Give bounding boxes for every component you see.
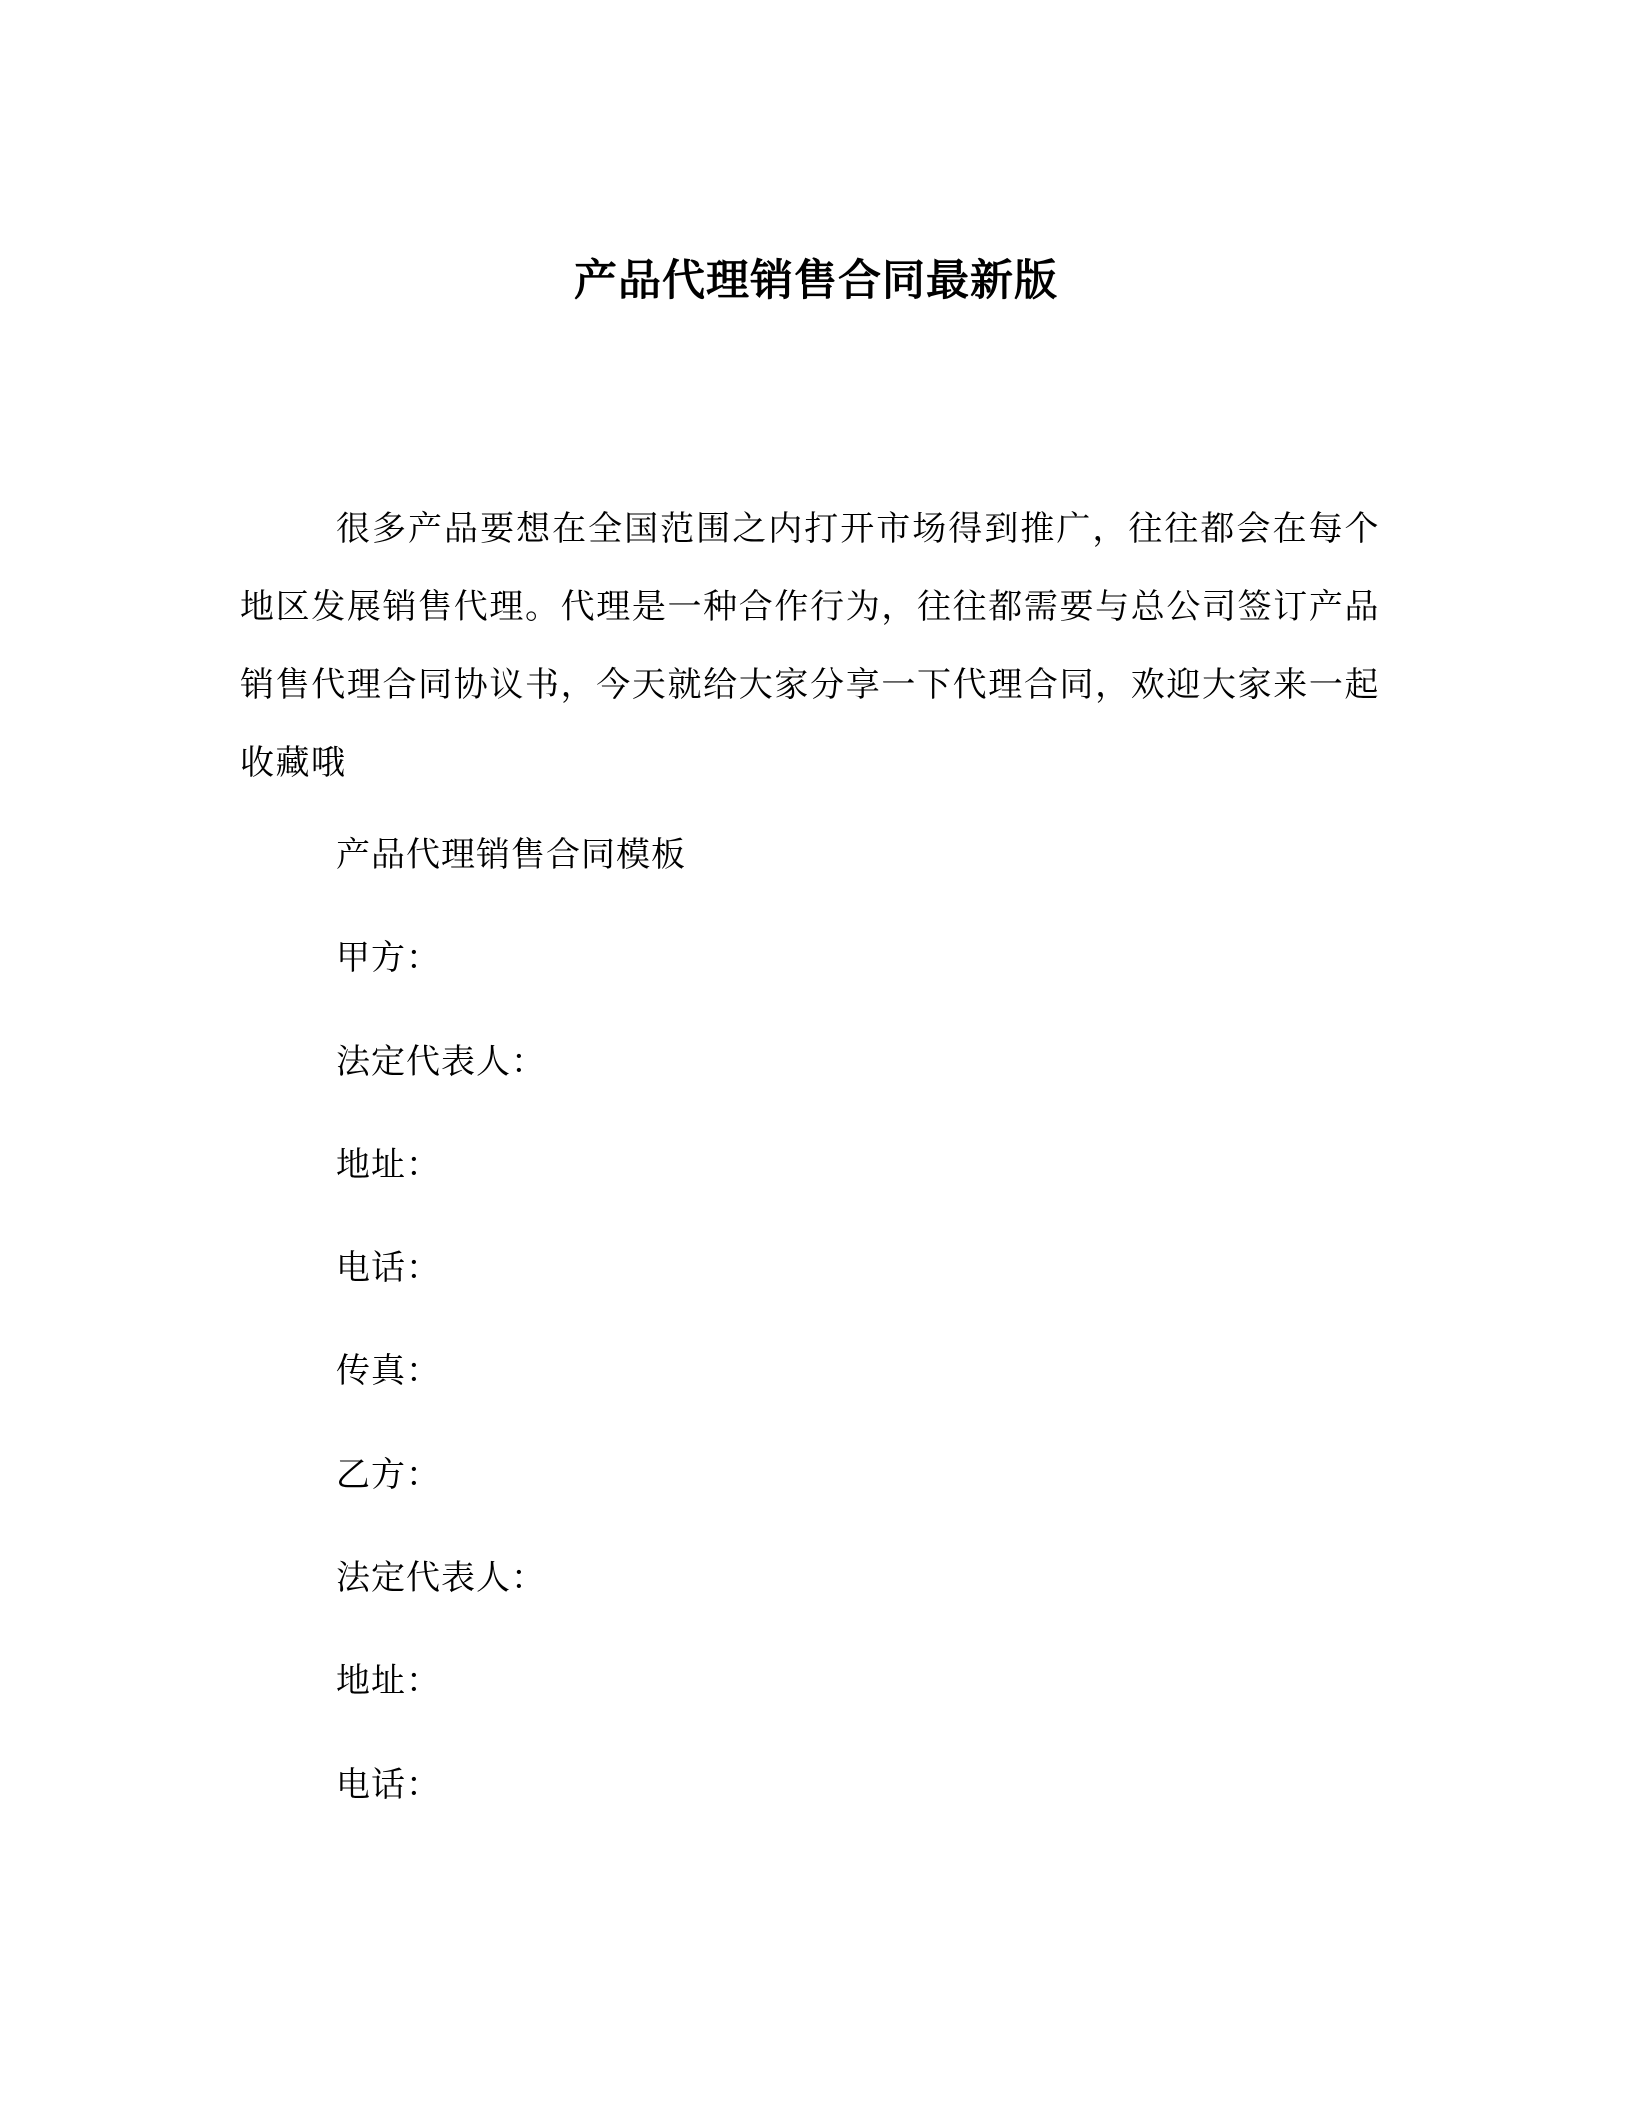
party-a-label: 甲方： [336, 938, 441, 978]
party-a-fax-label: 传真： [336, 1351, 441, 1391]
party-b-phone-label: 电话： [336, 1765, 441, 1805]
template-heading: 产品代理销售合同模板 [336, 835, 686, 875]
intro-paragraph: 很多产品要想在全国范围之内打开市场得到推广，往往都会在每个地区发展销售代理。代理是一种合作行为，往往都需要与总公司签订产品销售代理合同协议书，今天就给大家分享一下代理合同，欢迎大家来一起收藏哦 [240, 509, 1380, 783]
party-b-address-label: 地址： [336, 1661, 441, 1701]
party-a-phone-label: 电话： [336, 1248, 441, 1288]
party-a-legal-rep-label: 法定代表人： [336, 1042, 546, 1082]
document-title: 产品代理销售合同最新版 [574, 255, 1058, 306]
party-b-legal-rep-label: 法定代表人： [336, 1558, 546, 1598]
party-b-label: 乙方： [336, 1455, 441, 1495]
party-a-address-label: 地址： [336, 1145, 441, 1185]
